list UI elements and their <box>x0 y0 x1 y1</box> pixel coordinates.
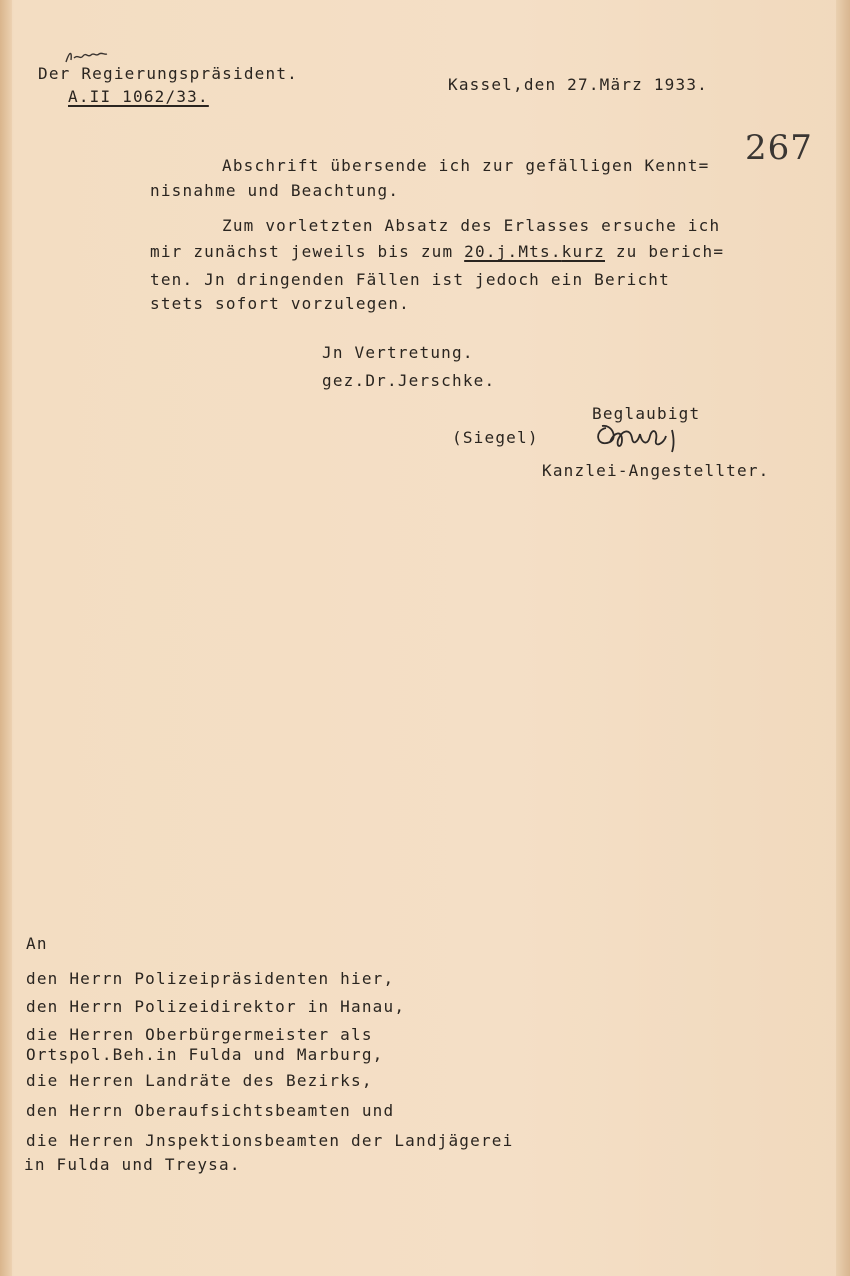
recipient-line: den Herrn Polizeipräsidenten hier, <box>26 969 395 988</box>
recipient-line: den Herrn Polizeidirektor in Hanau, <box>26 997 406 1016</box>
para1-line1: Abschrift übersende ich zur gefälligen Kennt= <box>222 156 710 175</box>
reference-number: A.II 1062/33. <box>68 87 209 106</box>
recipient-line: den Herrn Oberaufsichtsbeamten und <box>26 1101 395 1120</box>
folio-number: 267 <box>745 128 813 168</box>
para2-line2 <box>150 242 724 261</box>
deadline-underlined: 20.j.Mts. <box>464 242 562 261</box>
sender-line: Der Regierungspräsident. <box>38 64 298 83</box>
clerk-line: Kanzlei-Angestellter. <box>542 461 770 480</box>
para2-line3: ten. Jn dringenden Fällen ist jedoch ein Bericht <box>150 270 670 289</box>
signed-line: gez.Dr.Jerschke. <box>322 371 496 390</box>
recipients-heading: An <box>26 934 48 953</box>
para2-line2-start: mir zunächst jeweils bis zum <box>150 242 465 261</box>
para2-line2-end: zu berich= <box>605 242 725 261</box>
recipient-line: die Herren Oberbürgermeister als <box>26 1025 373 1044</box>
para2-line1: Zum vorletzten Absatz des Erlasses ersuche ich <box>222 216 721 235</box>
page-left-edge <box>0 0 12 1276</box>
para1-line2: nisnahme und Beachtung. <box>150 181 400 200</box>
certified-line: Beglaubigt <box>592 404 701 423</box>
recipient-line: in Fulda und Treysa. <box>24 1155 241 1174</box>
recipient-line: Ortspol.Beh.in Fulda und Marburg, <box>26 1045 384 1064</box>
deputy-line: Jn Vertretung. <box>322 343 474 362</box>
recipient-line: die Herren Jnspektionsbeamten der Landjägerei <box>26 1131 514 1150</box>
page-right-edge <box>836 0 850 1276</box>
handwritten-signature <box>592 418 688 458</box>
place-date: Kassel,den 27.März 1933. <box>448 75 708 94</box>
para2-line4: stets sofort vorzulegen. <box>150 294 410 313</box>
kurz-underlined: kurz <box>561 242 605 261</box>
recipient-line: die Herren Landräte des Bezirks, <box>26 1071 373 1090</box>
seal-line: (Siegel) <box>452 428 539 447</box>
